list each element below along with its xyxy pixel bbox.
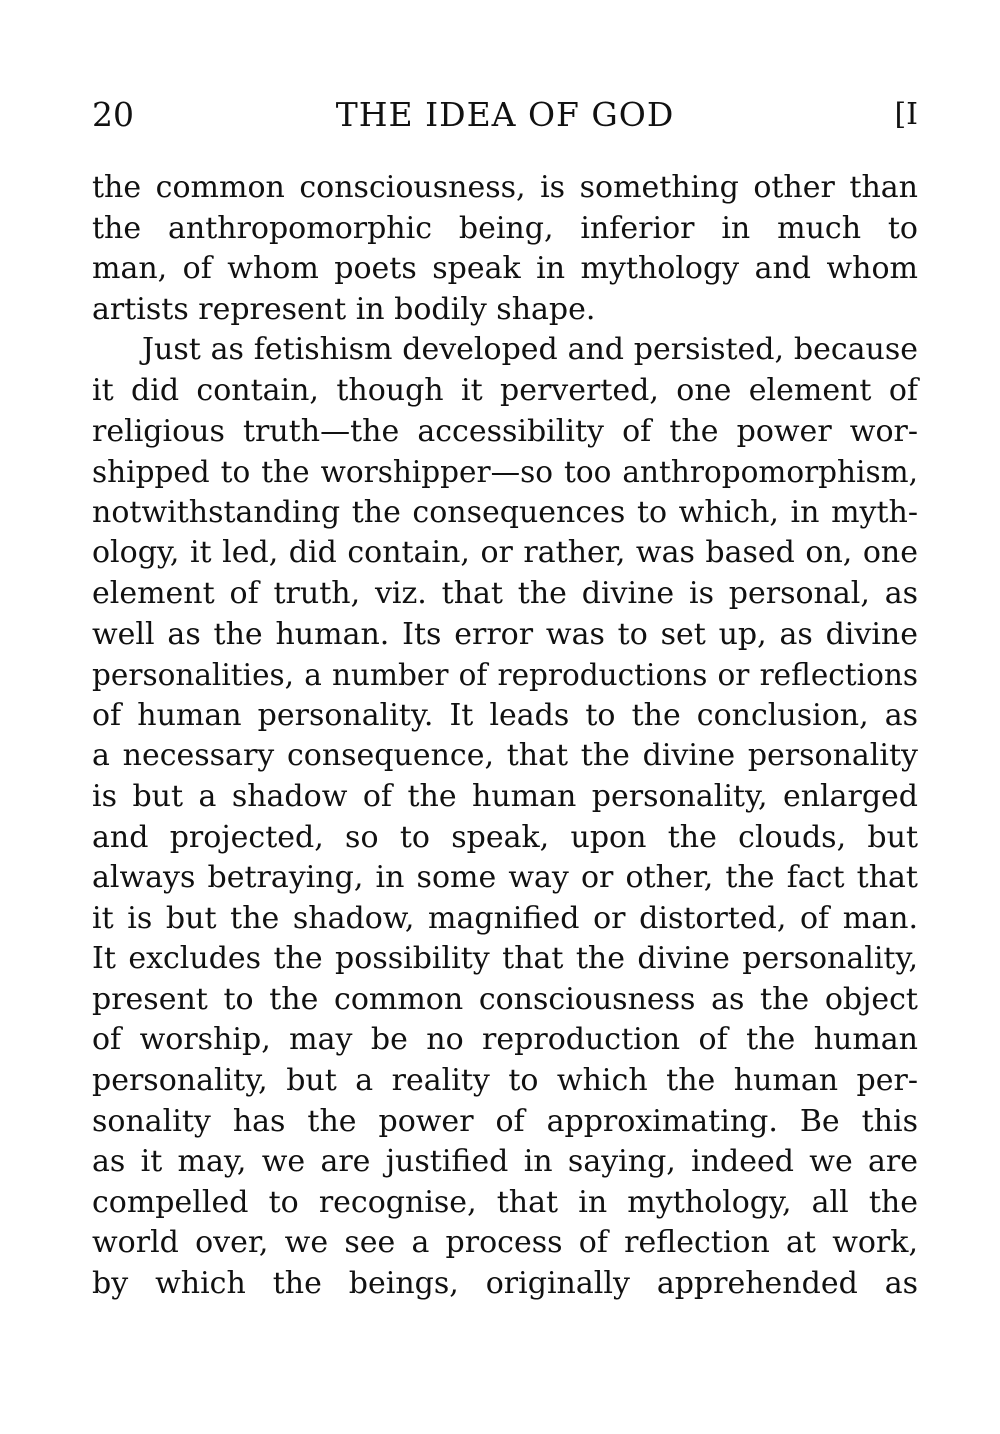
paragraph <box>92 168 918 330</box>
text-line: well as the human. Its error was to set up, as divine <box>92 616 918 652</box>
text-line: by which the beings, originally apprehended as <box>92 1266 918 1302</box>
text-line: the anthropomorphic being, inferior in much to <box>92 210 918 246</box>
text-line: and projected, so to speak, upon the clouds, but <box>92 819 918 855</box>
page-header <box>92 92 918 138</box>
text-line: present to the common consciousness as the object <box>92 981 918 1017</box>
text-line: as it may, we are justified in saying, indeed we are <box>92 1144 918 1180</box>
text-line: a necessary consequence, that the divine personality <box>92 738 918 774</box>
text-line: man, of whom poets speak in mythology and whom <box>92 251 918 287</box>
text-line: the common consciousness, is something other than <box>92 170 918 205</box>
page-number: 20 <box>92 95 134 134</box>
running-title: THE IDEA OF GOD <box>335 95 675 134</box>
text-line: it is but the shadow, magnified or distorted, of man. <box>92 900 918 936</box>
text-line: world over, we see a process of reflection at work, <box>92 1225 918 1261</box>
text-line: of human personality. It leads to the conclusion, as <box>92 697 918 733</box>
text-line: of worship, may be no reproduction of the human <box>92 1022 918 1058</box>
text-line: personalities, a number of reproductions or reflections <box>92 658 918 693</box>
text-line: personality, but a reality to which the human per- <box>92 1063 918 1099</box>
chapter-mark: [I <box>894 97 918 132</box>
body-text <box>92 168 918 1305</box>
text-line: artists represent in bodily shape. <box>92 291 596 327</box>
text-line: is but a shadow of the human personality, enlarged <box>92 778 918 814</box>
text-line: always betraying, in some way or other, the fact that <box>92 860 918 896</box>
paragraph <box>92 330 918 1304</box>
text-line: It excludes the possibility that the divine personality, <box>92 941 918 977</box>
text-line: it did contain, though it perverted, one element of <box>92 372 918 408</box>
text-line: Just as fetishism developed and persisted, because <box>142 332 918 368</box>
text-line: shipped to the worshipper—so too anthropomorphism, <box>92 455 918 490</box>
text-line: religious truth—the accessibility of the power wor- <box>92 413 918 449</box>
text-line: sonality has the power of approximating. Be this <box>92 1103 918 1139</box>
text-line: notwithstanding the consequences to which, in myth- <box>92 494 918 530</box>
text-line: compelled to recognise, that in mythology, all the <box>92 1184 918 1220</box>
text-line: ology, it led, did contain, or rather, was based on, one <box>92 535 918 571</box>
text-line: element of truth, viz. that the divine is personal, as <box>92 575 918 611</box>
